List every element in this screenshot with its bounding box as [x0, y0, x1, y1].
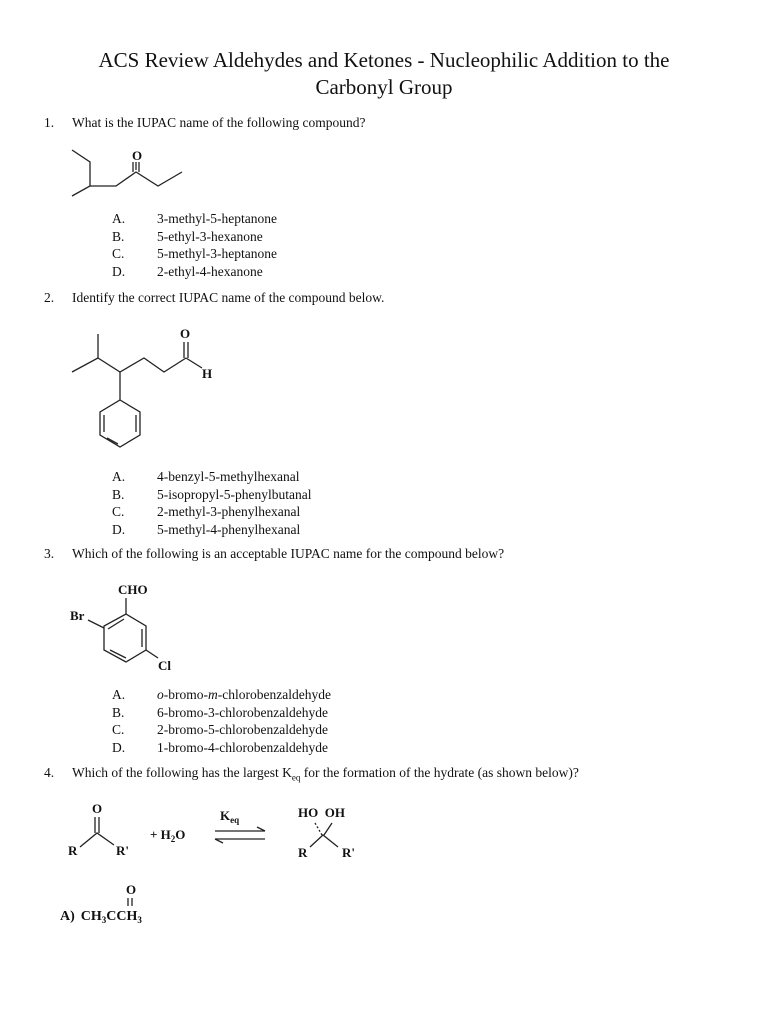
question-4-option-a[interactable]	[60, 878, 200, 928]
option-b[interactable]: B. 5-isopropyl-5-phenylbutanal	[112, 486, 312, 502]
page-title-line-1: ACS Review Aldehydes and Ketones - Nucleophilic Addition to the	[98, 48, 670, 72]
question-3-text: Which of the following is an acceptable IUPAC name for the compound below?	[72, 546, 505, 561]
main-chain	[98, 358, 186, 372]
question-4-text: Which of the following has the largest $K_{eq}$ for the formation of the hydrate (as shown below)?	[72, 765, 579, 783]
option-b[interactable]: B. 6-bromo-3-chlorobenzaldehyde	[112, 704, 328, 720]
question-2-options	[112, 468, 311, 538]
question-2-structure	[60, 320, 230, 450]
option-b[interactable]: B. 5-ethyl-3-hexanone	[112, 228, 263, 244]
option-d[interactable]: D. 5-methyl-4-phenylhexanal	[112, 521, 301, 537]
bromine-label: Br	[70, 608, 85, 623]
oxygen-label: O	[180, 326, 191, 341]
option-a[interactable]: A. o-bromo-m-chlorobenzaldehyde	[112, 687, 331, 702]
cho-label: CHO	[118, 582, 148, 597]
page-title-line-2: Carbonyl Group	[315, 75, 453, 99]
question-3-structure	[68, 578, 198, 678]
question-1-options	[112, 210, 277, 280]
option-d[interactable]: D. 1-bromo-4-chlorobenzaldehyde	[112, 739, 328, 755]
chlorine-label: Cl	[158, 658, 171, 673]
question-1-text: What is the IUPAC name of the following compound?	[72, 115, 366, 130]
option-a[interactable]: A. 4-benzyl-5-methylhexanal	[112, 469, 300, 484]
hydrate-equilibrium-scheme	[60, 795, 380, 870]
hydrogen-label: H	[202, 366, 213, 381]
question-1-number: 1.	[44, 115, 55, 130]
option-c[interactable]: C. 2-methyl-3-phenylhexanal	[112, 504, 301, 519]
benzene-ring	[104, 614, 146, 662]
phenyl-ring	[100, 400, 140, 447]
r-label-product: R	[298, 845, 308, 860]
question-1-structure	[60, 140, 200, 210]
oxygen-label: O	[132, 148, 143, 163]
question-3-options	[112, 686, 331, 756]
svg-text:A)CH3CCH3: A) $CH_3CCH_3$	[60, 909, 142, 925]
option-c[interactable]: C. 2-bromo-5-chlorobenzaldehyde	[112, 722, 328, 737]
question-2-text: Identify the correct IUPAC name of the compound below.	[72, 290, 385, 305]
question-2-number: 2.	[44, 290, 55, 305]
carbonyl-oxygen-label: O	[92, 801, 103, 816]
r-prime-label: R'	[116, 843, 129, 858]
svg-text:O: O	[126, 882, 137, 897]
skeletal-chain	[72, 150, 90, 196]
ho-oh-label: HO OH	[298, 805, 345, 820]
question-3-number: 3.	[44, 546, 55, 561]
skeletal-main-chain	[90, 172, 182, 186]
question-4-number: 4.	[44, 765, 55, 780]
r-label: R	[68, 843, 78, 858]
r-prime-label-product: R'	[342, 845, 355, 860]
option-a[interactable]: A. 3-methyl-5-heptanone	[112, 211, 277, 226]
isopropyl-branch	[72, 334, 98, 372]
plus-water: + $H_2O$	[150, 827, 186, 844]
keq-label: $K_{eq}$	[220, 808, 240, 825]
option-c[interactable]: C. 5-methyl-3-heptanone	[112, 246, 277, 261]
option-d[interactable]: D. 2-ethyl-4-hexanone	[112, 263, 263, 279]
